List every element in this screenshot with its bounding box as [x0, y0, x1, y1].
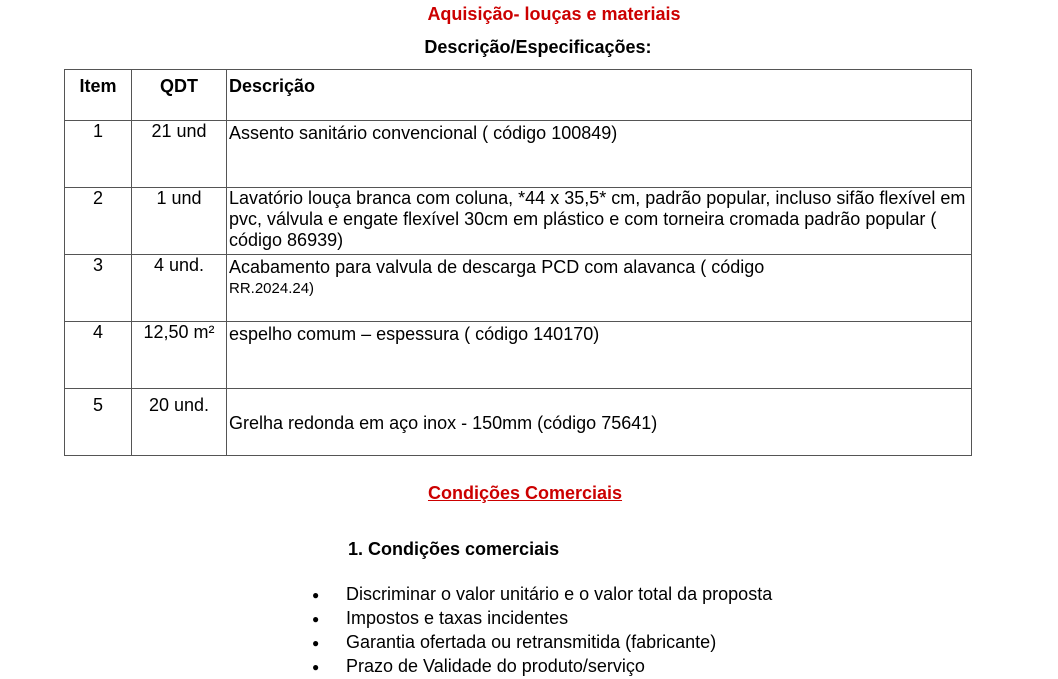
- header-qty: QDT: [132, 70, 227, 121]
- list-item-text: Impostos e taxas incidentes: [346, 608, 569, 628]
- cell-item: 3: [65, 255, 132, 322]
- list-item: [312, 655, 772, 679]
- document-title: Aquisição- louças e materiais: [427, 4, 681, 24]
- list-item-text: Prazo de Validade do produto/serviço: [346, 656, 645, 676]
- cell-description: [227, 255, 972, 322]
- cell-qty: 4 und.: [132, 255, 227, 322]
- list-item: [312, 631, 772, 655]
- cell-item: 5: [65, 389, 132, 456]
- cell-description: Lavatório louça branca com coluna, *44 x 35,5* cm, padrão popular, incluso sifão flexível em pvc, válvula e engate flexível 30cm em plástico e com torneira cromada padrão popular ( código 86939): [227, 188, 972, 255]
- section-subtitle: Descrição/Especificações:: [424, 37, 652, 57]
- bullet-icon: ●: [312, 612, 320, 627]
- list-item-text: Garantia ofertada ou retransmitida (fabricante): [346, 632, 717, 652]
- conditions-list: [312, 583, 772, 679]
- list-item-text: Discriminar o valor unitário e o valor total da proposta: [346, 584, 773, 604]
- header-description: Descrição: [227, 70, 972, 121]
- cell-item: 1: [65, 121, 132, 188]
- cell-item: 4: [65, 322, 132, 389]
- cell-qty: 12,50 m²: [132, 322, 227, 389]
- cell-description-line: Acabamento para valvula de descarga PCD com alavanca ( código: [229, 257, 765, 277]
- table-header-row: [65, 70, 972, 121]
- table-row: [65, 255, 972, 322]
- table-row: [65, 188, 972, 255]
- items-table: [64, 69, 972, 456]
- bullet-icon: ●: [312, 636, 320, 651]
- table-row: [65, 322, 972, 389]
- bullet-icon: ●: [312, 588, 320, 603]
- conditions-heading: Condições Comerciais: [427, 483, 623, 503]
- cell-description: Assento sanitário convencional ( código 100849): [227, 121, 972, 188]
- cell-item: 2: [65, 188, 132, 255]
- list-item: [312, 583, 772, 607]
- list-item: [312, 607, 772, 631]
- cell-description-code: RR.2024.24): [229, 280, 315, 297]
- table-row: [65, 389, 972, 456]
- cell-qty: 20 und.: [132, 389, 227, 456]
- bullet-icon: ●: [312, 660, 320, 675]
- table-row: [65, 121, 972, 188]
- cell-qty: 1 und: [132, 188, 227, 255]
- cell-description: espelho comum – espessura ( código 140170): [227, 322, 972, 389]
- header-item: Item: [65, 70, 132, 121]
- cell-qty: 21 und: [132, 121, 227, 188]
- cell-description: Grelha redonda em aço inox - 150mm (código 75641): [227, 389, 972, 456]
- conditions-section-title: 1. Condições comerciais: [348, 539, 560, 559]
